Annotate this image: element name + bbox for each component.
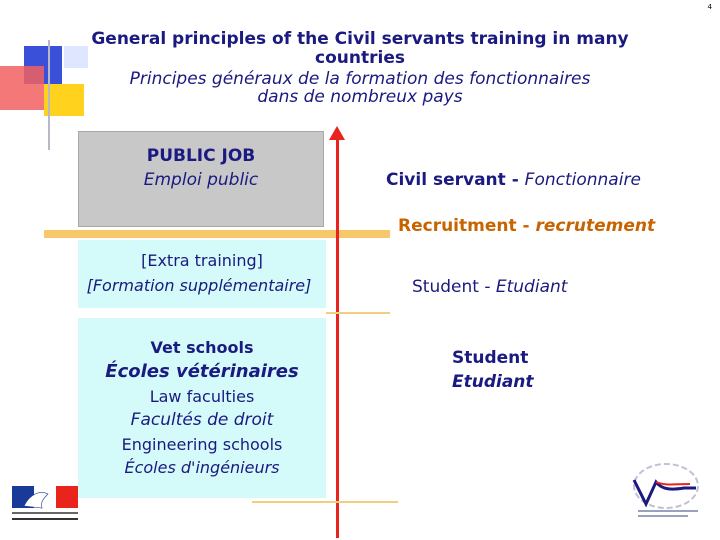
- vet-schools-en: Vet schools: [150, 338, 254, 357]
- engineering-schools-en: Engineering schools: [121, 435, 283, 454]
- engineering-schools-fr: Écoles d'ingénieurs: [124, 458, 280, 477]
- divider-line-bottom: [252, 501, 398, 503]
- civil-servant-label: [386, 170, 641, 190]
- student-label: [412, 277, 567, 297]
- public-job-en: PUBLIC JOB: [146, 146, 256, 166]
- slide-number: 4: [707, 3, 712, 11]
- civil-servant-fr: Fonctionnaire: [524, 170, 641, 190]
- ensv-logo: [626, 460, 706, 522]
- decor-line: [48, 40, 50, 150]
- recruitment-fr: recrutement: [535, 216, 656, 236]
- law-faculties-fr: Facultés de droit: [130, 410, 274, 430]
- extra-training-en: [Extra training]: [141, 251, 263, 270]
- recruitment-label: [398, 216, 655, 236]
- student-fr: Etudiant: [495, 277, 568, 297]
- extra-training-box: [78, 240, 326, 308]
- civil-servant-en: Civil servant -: [386, 170, 525, 190]
- divider-line: [326, 312, 390, 314]
- title-en-line2: countries: [315, 48, 405, 68]
- title-fr-line2: dans de nombreux pays: [257, 87, 463, 107]
- vet-schools-fr: Écoles vétérinaires: [105, 361, 299, 382]
- decor-square-red: [0, 66, 44, 110]
- student2-en: Student: [452, 348, 529, 368]
- title-fr-line1: Principes généraux de la formation des fonctionnaires: [129, 69, 591, 89]
- public-job-box: [78, 131, 324, 227]
- timeline-arrow: [336, 138, 339, 538]
- schools-box: [78, 318, 326, 498]
- law-faculties-en: Law faculties: [149, 387, 255, 406]
- extra-training-fr: [Formation supplémentaire]: [86, 276, 312, 295]
- marianne-logo-icon: [10, 484, 82, 530]
- recruitment-en: Recruitment -: [398, 216, 536, 236]
- student-en: Student -: [412, 277, 496, 297]
- student2-fr: Etudiant: [452, 372, 534, 392]
- republique-francaise-logo: [10, 484, 82, 530]
- ensv-logo-icon: [626, 460, 706, 522]
- title-en-line1: General principles of the Civil servants training in many: [91, 29, 629, 49]
- public-job-fr: Emploi public: [143, 170, 259, 190]
